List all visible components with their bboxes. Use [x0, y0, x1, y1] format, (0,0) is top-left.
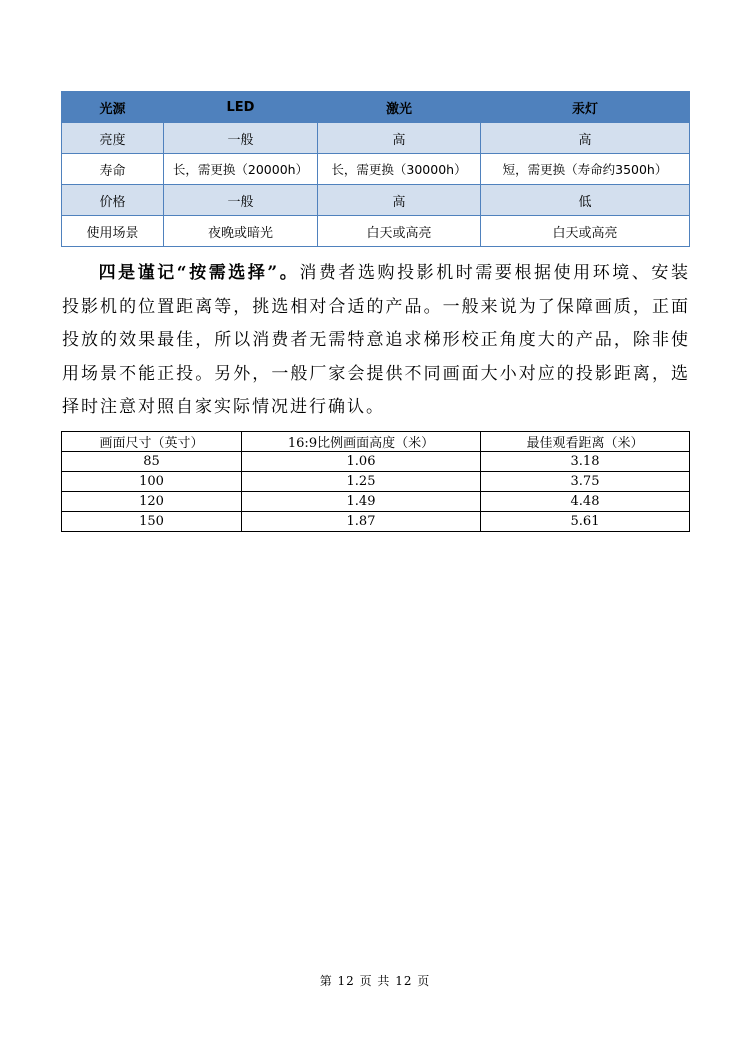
comparison-row-price — [62, 185, 690, 216]
paragraph-body: 消费者选购投影机时需要根据使用环境、安装投影机的位置距离等，挑选相对合适的产品。一般来说为了保障画质，正面投放的效果最佳，所以消费者无需特意追求梯形校正角度大的产品，除非使用场景不能正投。另外，一般厂家会提供不同画面大小对应的投影距离，选择时注意对照自家实际情况进行确认。 — [62, 263, 690, 417]
table-cell: 使用场景 — [62, 216, 164, 247]
table-cell: 1.87 — [242, 512, 481, 532]
table-cell: 1.25 — [242, 472, 481, 492]
table-cell: 1.06 — [242, 452, 481, 472]
header-cell: 激光 — [318, 92, 481, 123]
table-row — [62, 452, 690, 472]
table-cell: 白天或高亮 — [318, 216, 481, 247]
table-cell: 高 — [318, 185, 481, 216]
table-row — [62, 472, 690, 492]
paragraph-lead: 四是谨记“按需选择”。 — [98, 263, 300, 283]
table-cell: 120 — [62, 492, 242, 512]
table-cell: 价格 — [62, 185, 164, 216]
light-source-comparison-table — [61, 91, 690, 247]
table-cell: 4.48 — [481, 492, 690, 512]
table-cell: 85 — [62, 452, 242, 472]
table-cell: 150 — [62, 512, 242, 532]
table-cell: 寿命 — [62, 154, 164, 185]
page-footer: 第 12 页 共 12 页 — [319, 974, 431, 988]
table-cell: 高 — [481, 123, 690, 154]
table-cell: 一般 — [164, 123, 318, 154]
table-cell: 夜晚或暗光 — [164, 216, 318, 247]
viewing-distance-table — [61, 431, 690, 532]
distance-header-row — [62, 432, 690, 452]
table-cell: 一般 — [164, 185, 318, 216]
body-paragraph — [62, 257, 690, 425]
header-cell: 最佳观看距离（米） — [481, 432, 690, 452]
header-cell: 16:9比例画面高度（米） — [242, 432, 481, 452]
comparison-row-scenario — [62, 216, 690, 247]
table-cell: 亮度 — [62, 123, 164, 154]
table-cell: 100 — [62, 472, 242, 492]
header-cell: 画面尺寸（英寸） — [62, 432, 242, 452]
table-cell: 3.18 — [481, 452, 690, 472]
table-cell: 1.49 — [242, 492, 481, 512]
table-cell: 低 — [481, 185, 690, 216]
comparison-header-row — [62, 92, 690, 123]
table-row — [62, 492, 690, 512]
header-cell: LED — [164, 92, 318, 123]
table-cell: 长，需更换（30000h） — [318, 154, 481, 185]
table-cell: 3.75 — [481, 472, 690, 492]
comparison-row-lifespan — [62, 154, 690, 185]
table-cell: 5.61 — [481, 512, 690, 532]
table-cell: 长，需更换（20000h） — [164, 154, 318, 185]
table-cell: 高 — [318, 123, 481, 154]
header-cell: 汞灯 — [481, 92, 690, 123]
header-cell: 光源 — [62, 92, 164, 123]
table-cell: 短，需更换（寿命约3500h） — [481, 154, 690, 185]
comparison-row-brightness — [62, 123, 690, 154]
table-cell: 白天或高亮 — [481, 216, 690, 247]
table-row — [62, 512, 690, 532]
